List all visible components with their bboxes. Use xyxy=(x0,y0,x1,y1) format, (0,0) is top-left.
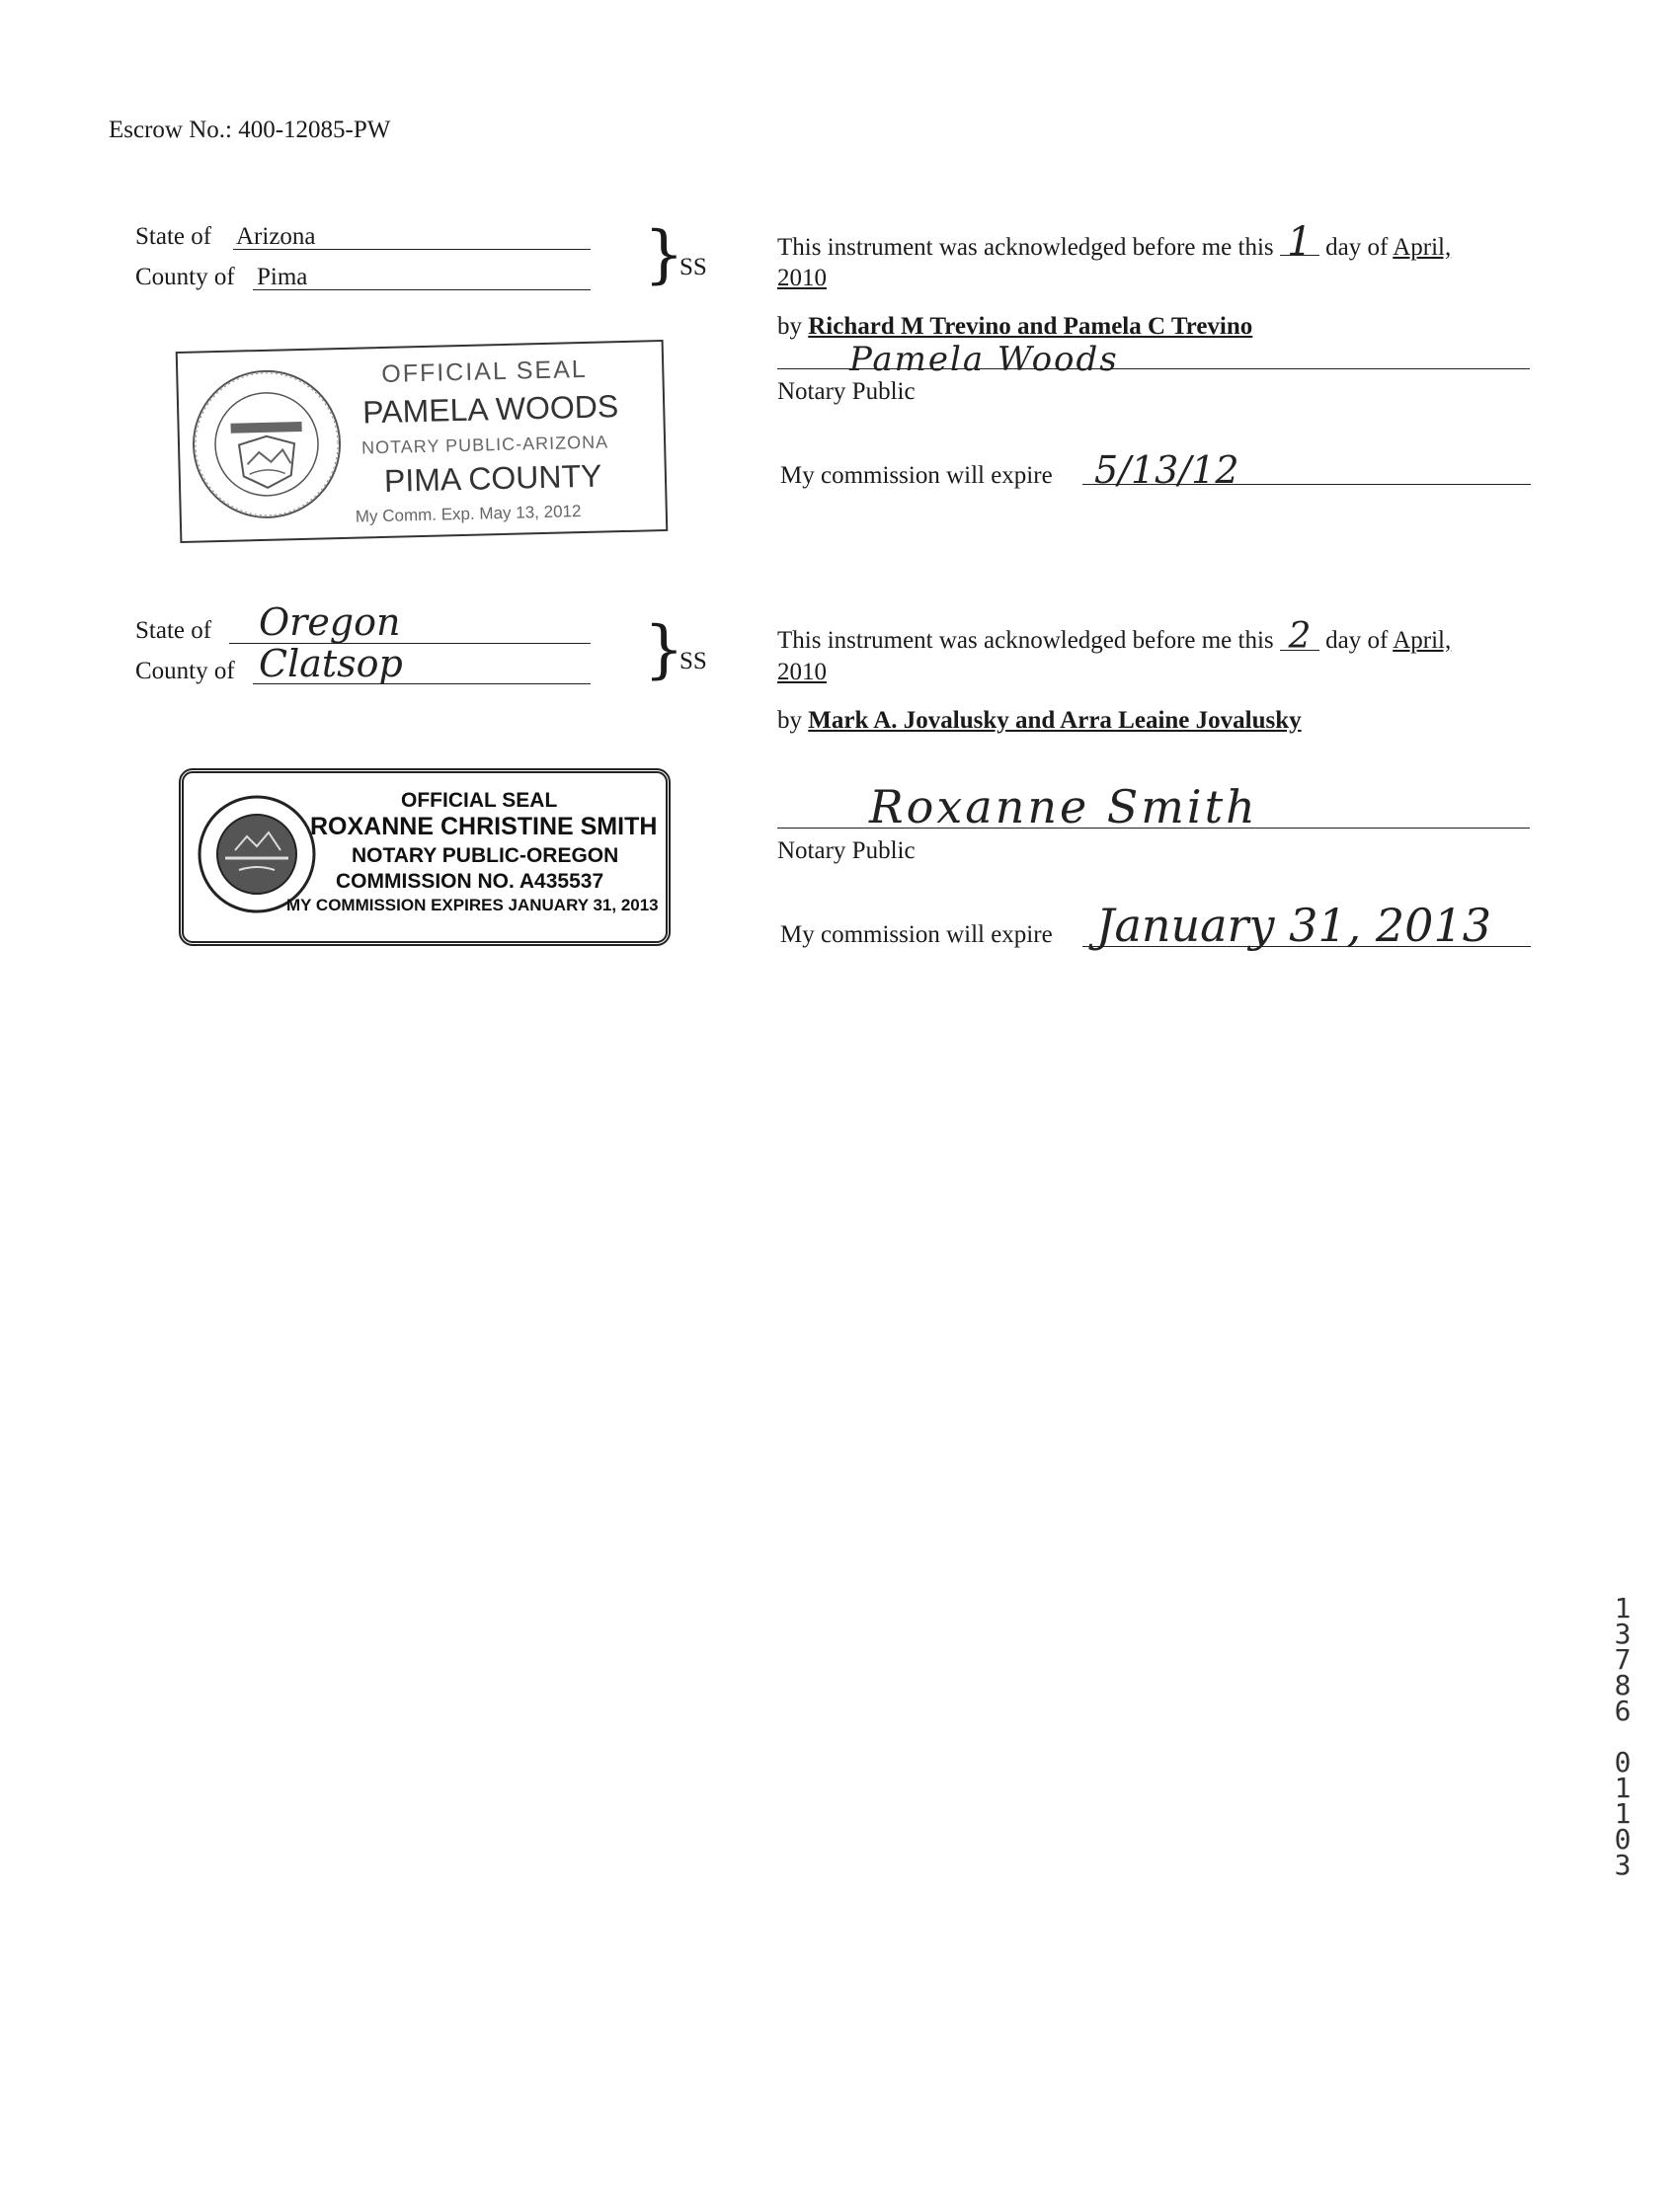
seal1-line2: PAMELA WOODS xyxy=(361,388,619,431)
recording-digit: 3 xyxy=(1614,1618,1632,1650)
ack-year-1: 2010 xyxy=(777,265,827,291)
recording-digit: 1 xyxy=(1614,1772,1632,1804)
ack-prefix-2: This instrument was acknowledged before me this xyxy=(777,627,1274,654)
signers-2: Mark A. Jovalusky and Arra Leaine Jovalusky xyxy=(808,707,1302,734)
notary-signature-1: Pamela Woods xyxy=(849,340,1119,379)
county-underline-2 xyxy=(253,683,591,684)
by-label-2: by xyxy=(777,707,802,734)
commission-value-2: January 31, 2013 xyxy=(1096,899,1491,952)
seal2-line3: NOTARY PUBLIC-OREGON xyxy=(352,844,619,867)
county-value-1: Pima xyxy=(257,264,308,290)
ss-label-1: SS xyxy=(679,254,707,280)
escrow-number: 400-12085-PW xyxy=(238,117,391,143)
ack-line-1 xyxy=(777,219,1452,265)
county-label-1: County of xyxy=(135,264,235,290)
recording-digit: 0 xyxy=(1614,1746,1632,1778)
seal1-line1: OFFICIAL SEAL xyxy=(380,355,589,388)
ss-label-2: SS xyxy=(679,648,707,674)
commission-label-1: My commission will expire xyxy=(780,462,1053,489)
county-value-2: Clatsop xyxy=(259,642,403,685)
escrow-label: Escrow No.: xyxy=(109,117,232,143)
seal1-line3: NOTARY PUBLIC-ARIZONA xyxy=(360,432,609,458)
notary-public-label-2: Notary Public xyxy=(777,837,916,864)
recording-digit: 1 xyxy=(1614,1797,1632,1830)
state-label-1: State of xyxy=(135,223,212,250)
state-label-2: State of xyxy=(135,617,212,644)
county-underline-1 xyxy=(253,289,591,290)
ack-day-of-2: day of xyxy=(1325,627,1389,654)
recording-digit: 0 xyxy=(1614,1823,1632,1856)
notary-public-label-1: Notary Public xyxy=(777,378,916,405)
official-seal-oregon xyxy=(179,768,671,946)
ack-month-2: April, xyxy=(1393,627,1452,654)
signature-line-2 xyxy=(777,828,1530,829)
recording-digit: 3 xyxy=(1614,1849,1632,1881)
brace-1: } xyxy=(644,218,684,291)
seal1-line5: My Comm. Exp. May 13, 2012 xyxy=(355,502,582,526)
ack-day-of-1: day of xyxy=(1325,234,1389,261)
ack-prefix-1: This instrument was acknowledged before me this xyxy=(777,234,1274,261)
ack-month-1: April, xyxy=(1393,234,1452,261)
commission-label-2: My commission will expire xyxy=(780,921,1053,948)
ack-line-2 xyxy=(777,616,1452,657)
state-value-2: Oregon xyxy=(259,600,401,644)
by-line-1 xyxy=(777,313,1252,341)
seal2-line1: OFFICIAL SEAL xyxy=(401,789,558,812)
by-label-1: by xyxy=(777,313,802,340)
escrow-line xyxy=(109,117,390,144)
arizona-seal-emblem xyxy=(186,363,348,525)
ack-day-1: 1 xyxy=(1280,229,1319,256)
signature-line-1 xyxy=(777,368,1530,369)
seal2-line5: MY COMMISSION EXPIRES JANUARY 31, 2013 xyxy=(286,896,659,914)
seal2-line4: COMMISSION NO. A435537 xyxy=(336,870,604,893)
commission-line-1 xyxy=(1082,484,1531,485)
brace-2: } xyxy=(644,613,684,686)
commission-line-2 xyxy=(1082,946,1531,947)
recording-number xyxy=(1608,1592,1637,1881)
recording-digit: 8 xyxy=(1614,1669,1632,1701)
seal1-line4: PIMA COUNTY xyxy=(383,457,602,499)
signers-1: Richard M Trevino and Pamela C Trevino xyxy=(808,313,1253,340)
by-line-2 xyxy=(777,707,1302,735)
recording-digit: 6 xyxy=(1614,1695,1632,1727)
recording-digit: 1 xyxy=(1614,1592,1632,1624)
state-value-1: Arizona xyxy=(236,223,316,250)
seal2-line2: ROXANNE CHRISTINE SMITH xyxy=(310,813,658,840)
state-underline-1 xyxy=(233,249,591,250)
ack-day-2: 2 xyxy=(1280,624,1319,651)
notary-signature-2: Roxanne Smith xyxy=(869,780,1258,833)
official-seal-arizona xyxy=(176,340,669,543)
ack-year-2: 2010 xyxy=(777,659,827,685)
commission-value-1: 5/13/12 xyxy=(1094,448,1239,492)
county-label-2: County of xyxy=(135,658,235,684)
recording-digit: 7 xyxy=(1614,1643,1632,1676)
